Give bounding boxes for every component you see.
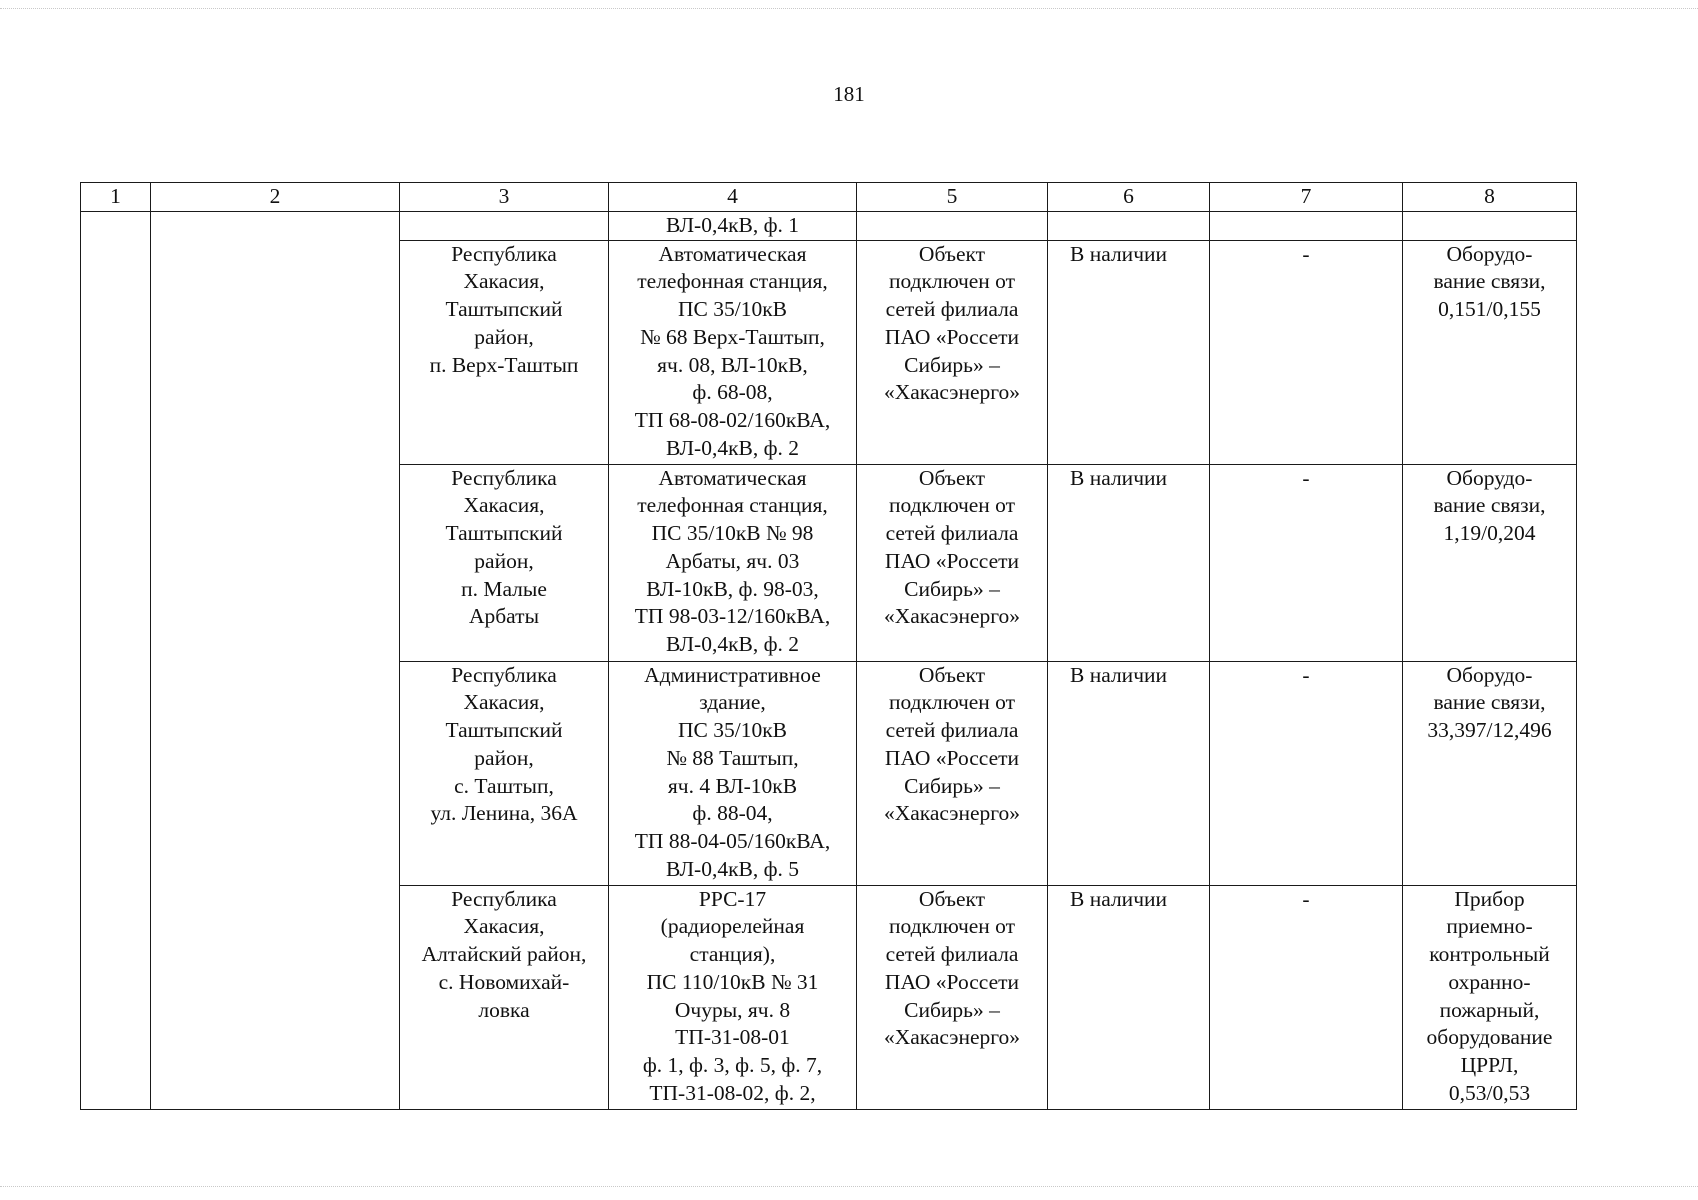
cell-equipment: Оборудо- вание связи, 33,397/12,496 bbox=[1403, 661, 1577, 885]
cell-col2-empty bbox=[151, 212, 400, 1110]
column-header: 3 bbox=[400, 183, 609, 212]
cell-location: Республика Хакасия, Таштыпский район, п. Верх-Таштып bbox=[400, 240, 609, 464]
table-header-row bbox=[81, 183, 1577, 212]
table-row-continuation bbox=[81, 212, 1577, 241]
cell-status: В наличии bbox=[1048, 240, 1210, 464]
cell-status: В наличии bbox=[1048, 885, 1210, 1109]
cell-location: Республика Хакасия, Таштыпский район, с. Таштып, ул. Ленина, 36А bbox=[400, 661, 609, 885]
column-header: 8 bbox=[1403, 183, 1577, 212]
cell-equipment bbox=[1403, 212, 1577, 241]
cell-location: Республика Хакасия, Таштыпский район, п. Малые Арбаты bbox=[400, 464, 609, 661]
column-header: 2 bbox=[151, 183, 400, 212]
cell-col7: - bbox=[1210, 240, 1403, 464]
cell-connection bbox=[857, 212, 1048, 241]
cell-connection: Объект подключен от сетей филиала ПАО «Россети Сибирь» – «Хакасэнерго» bbox=[857, 240, 1048, 464]
column-header: 4 bbox=[609, 183, 857, 212]
cell-status: В наличии bbox=[1048, 661, 1210, 885]
column-header: 7 bbox=[1210, 183, 1403, 212]
cell-location bbox=[400, 212, 609, 241]
column-header: 5 bbox=[857, 183, 1048, 212]
cell-equipment: Прибор приемно- контрольный охранно- пожарный, оборудование ЦРРЛ, 0,53/0,53 bbox=[1403, 885, 1577, 1109]
cell-status bbox=[1048, 212, 1210, 241]
column-header: 6 bbox=[1048, 183, 1210, 212]
cell-object: ВЛ-0,4кВ, ф. 1 bbox=[609, 212, 857, 241]
cell-connection: Объект подключен от сетей филиала ПАО «Россети Сибирь» – «Хакасэнерго» bbox=[857, 464, 1048, 661]
column-header: 1 bbox=[81, 183, 151, 212]
cell-col1-empty bbox=[81, 212, 151, 1110]
cell-col7 bbox=[1210, 212, 1403, 241]
cell-status: В наличии bbox=[1048, 464, 1210, 661]
scan-artifact-bottom bbox=[0, 1186, 1698, 1187]
cell-object: Автоматическая телефонная станция, ПС 35/10кВ № 68 Верх-Таштып, яч. 08, ВЛ-10кВ, ф. 68-08, ТП 68-08-02/160кВА, ВЛ-0,4кВ, ф. 2 bbox=[609, 240, 857, 464]
page-number: 181 bbox=[833, 82, 865, 106]
cell-col7: - bbox=[1210, 464, 1403, 661]
cell-equipment: Оборудо- вание связи, 1,19/0,204 bbox=[1403, 464, 1577, 661]
cell-equipment: Оборудо- вание связи, 0,151/0,155 bbox=[1403, 240, 1577, 464]
cell-connection: Объект подключен от сетей филиала ПАО «Россети Сибирь» – «Хакасэнерго» bbox=[857, 661, 1048, 885]
cell-location: Республика Хакасия, Алтайский район, с. Новомихай- ловка bbox=[400, 885, 609, 1109]
cell-col7: - bbox=[1210, 661, 1403, 885]
scan-artifact-top bbox=[0, 8, 1698, 9]
cell-object: Административное здание, ПС 35/10кВ № 88 Таштып, яч. 4 ВЛ-10кВ ф. 88-04, ТП 88-04-05/160кВА, ВЛ-0,4кВ, ф. 5 bbox=[609, 661, 857, 885]
equipment-table bbox=[80, 182, 1577, 1110]
cell-col7: - bbox=[1210, 885, 1403, 1109]
cell-object: Автоматическая телефонная станция, ПС 35/10кВ № 98 Арбаты, яч. 03 ВЛ-10кВ, ф. 98-03, ТП 98-03-12/160кВА, ВЛ-0,4кВ, ф. 2 bbox=[609, 464, 857, 661]
cell-connection: Объект подключен от сетей филиала ПАО «Россети Сибирь» – «Хакасэнерго» bbox=[857, 885, 1048, 1109]
cell-object: РРС-17 (радиорелейная станция), ПС 110/10кВ № 31 Очуры, яч. 8 ТП-31-08-01 ф. 1, ф. 3, ф. 5, ф. 7, ТП-31-08-02, ф. 2, bbox=[609, 885, 857, 1109]
